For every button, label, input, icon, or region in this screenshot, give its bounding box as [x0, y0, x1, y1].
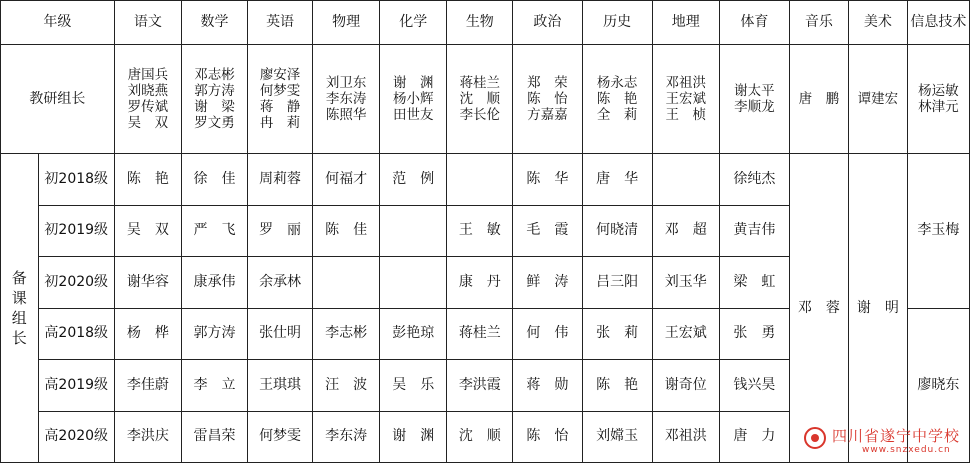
header-subject: 化学 [380, 1, 447, 45]
leader-names: 杨运敏 林津元 [918, 82, 959, 115]
prep-cell: 郭方涛 [181, 308, 247, 359]
leader-cell [313, 45, 380, 154]
header-subject: 语文 [114, 1, 181, 45]
prep-cell: 李洪霞 [447, 360, 513, 411]
prep-cell: 蒋桂兰 [447, 308, 513, 359]
leader-names: 唐 鹏 [798, 90, 840, 107]
prep-cell: 唐 力 [719, 411, 789, 463]
prep-cell: 陈 佳 [313, 205, 380, 256]
leader-cell [447, 45, 513, 154]
prep-cell: 何晓清 [582, 205, 652, 256]
header-row [1, 1, 970, 45]
prep-cell: 蒋 勋 [513, 360, 582, 411]
leader-cell [248, 45, 313, 154]
prep-cell: 吴 双 [114, 205, 181, 256]
prep-cell: 陈 华 [513, 154, 582, 205]
prep-cell [380, 205, 447, 256]
prep-cell: 邓 超 [652, 205, 719, 256]
leader-names: 邓志彬 郭方涛 谢 梁 罗文勇 [194, 66, 235, 131]
leader-names: 邓祖洪 王宏斌 王 桢 [665, 74, 706, 123]
watermark-url: www.snzxedu.cn [862, 445, 951, 455]
prep-cell: 钱兴昊 [719, 360, 789, 411]
prep-cell: 沈 顺 [447, 411, 513, 463]
prep-cell: 王 敏 [447, 205, 513, 256]
prep-cell: 康承伟 [181, 257, 247, 308]
prep-grade: 初2020级 [38, 257, 114, 308]
prep-cell: 吕三阳 [582, 257, 652, 308]
prep-cell: 杨 桦 [114, 308, 181, 359]
prep-grade: 高2018级 [38, 308, 114, 359]
header-subject: 数学 [181, 1, 247, 45]
prep-row [1, 154, 970, 205]
leader-cell [789, 45, 848, 154]
prep-cell: 梁 虹 [719, 257, 789, 308]
header-subject: 历史 [582, 1, 652, 45]
prep-cell: 谢奇位 [652, 360, 719, 411]
prep-cell: 毛 霞 [513, 205, 582, 256]
prep-music: 邓 蓉 [789, 154, 848, 463]
leader-names: 蒋桂兰 沈 顺 李长伦 [459, 74, 501, 123]
prep-cell [652, 154, 719, 205]
leader-cell [513, 45, 582, 154]
leader-names: 廖安泽 何梦雯 蒋 静 冉 莉 [259, 66, 301, 131]
prep-cell: 唐 华 [582, 154, 652, 205]
prep-cell: 彭艳琼 [380, 308, 447, 359]
header-subject: 政治 [513, 1, 582, 45]
prep-cell: 陈 怡 [513, 411, 582, 463]
header-grade: 年级 [1, 1, 115, 45]
prep-cell: 何 伟 [513, 308, 582, 359]
prep-cell: 余承林 [248, 257, 313, 308]
prep-cell [380, 257, 447, 308]
leader-cell [380, 45, 447, 154]
prep-cell: 谢华容 [114, 257, 181, 308]
prep-art: 谢 明 [848, 154, 907, 463]
leader-cell [181, 45, 247, 154]
leader-cell [652, 45, 719, 154]
prep-cell: 何福才 [313, 154, 380, 205]
prep-cell: 吴 乐 [380, 360, 447, 411]
prep-cell: 李 立 [181, 360, 247, 411]
prep-cell: 徐纯杰 [719, 154, 789, 205]
prep-cell: 李洪庆 [114, 411, 181, 463]
prep-cell: 鲜 涛 [513, 257, 582, 308]
prep-grade: 高2019级 [38, 360, 114, 411]
leader-cell [114, 45, 181, 154]
leaders-label: 教研组长 [1, 45, 115, 154]
prep-grade: 高2020级 [38, 411, 114, 463]
prep-cell: 范 例 [380, 154, 447, 205]
prep-cell: 汪 波 [313, 360, 380, 411]
prep-label-cell [1, 154, 39, 463]
prep-grade: 初2018级 [38, 154, 114, 205]
prep-cell: 陈 艳 [582, 360, 652, 411]
prep-cell: 谢 渊 [380, 411, 447, 463]
header-subject: 英语 [248, 1, 313, 45]
prep-it-bottom: 廖晓东 [907, 308, 969, 462]
leader-cell [582, 45, 652, 154]
leader-names: 谭建宏 [857, 90, 899, 107]
prep-cell: 李佳蔚 [114, 360, 181, 411]
leader-names: 杨永志 陈 艳 全 莉 [596, 74, 638, 123]
prep-cell: 徐 佳 [181, 154, 247, 205]
leader-names: 谢 渊 杨小辉 田世友 [392, 74, 434, 123]
prep-cell: 刘玉华 [652, 257, 719, 308]
header-subject: 地理 [652, 1, 719, 45]
prep-cell: 张 勇 [719, 308, 789, 359]
header-subject: 生物 [447, 1, 513, 45]
prep-label: 备课组长 [11, 269, 27, 348]
leader-names: 郑 荣 陈 怡 方嘉嘉 [527, 74, 568, 123]
prep-cell: 刘嫦玉 [582, 411, 652, 463]
prep-cell: 何梦雯 [248, 411, 313, 463]
leader-cell [907, 45, 969, 154]
prep-cell: 李志彬 [313, 308, 380, 359]
prep-cell [313, 257, 380, 308]
prep-cell: 张 莉 [582, 308, 652, 359]
header-subject: 信息技术 [907, 1, 969, 45]
prep-grade: 初2019级 [38, 205, 114, 256]
prep-cell [447, 154, 513, 205]
leader-names: 刘卫东 李东涛 陈照华 [325, 74, 367, 123]
prep-cell: 陈 艳 [114, 154, 181, 205]
prep-cell: 严 飞 [181, 205, 247, 256]
prep-cell: 周莉蓉 [248, 154, 313, 205]
prep-cell: 邓祖洪 [652, 411, 719, 463]
leader-names: 谢太平 李顺龙 [734, 82, 775, 115]
header-subject: 美术 [848, 1, 907, 45]
prep-cell: 康 丹 [447, 257, 513, 308]
leader-names: 唐国兵 刘晓燕 罗传斌 吴 双 [127, 66, 169, 131]
watermark-name: 四川省遂宁中学校 [832, 427, 961, 445]
prep-cell: 罗 丽 [248, 205, 313, 256]
header-subject: 音乐 [789, 1, 848, 45]
prep-it-top: 李玉梅 [907, 154, 969, 308]
prep-cell: 王琪琪 [248, 360, 313, 411]
prep-cell: 王宏斌 [652, 308, 719, 359]
header-subject: 物理 [313, 1, 380, 45]
leader-cell [848, 45, 907, 154]
prep-cell: 李东涛 [313, 411, 380, 463]
prep-cell: 雷昌荣 [181, 411, 247, 463]
header-subject: 体育 [719, 1, 789, 45]
leader-cell [719, 45, 789, 154]
leaders-row [1, 45, 970, 154]
prep-cell: 黄吉伟 [719, 205, 789, 256]
prep-cell: 张仕明 [248, 308, 313, 359]
